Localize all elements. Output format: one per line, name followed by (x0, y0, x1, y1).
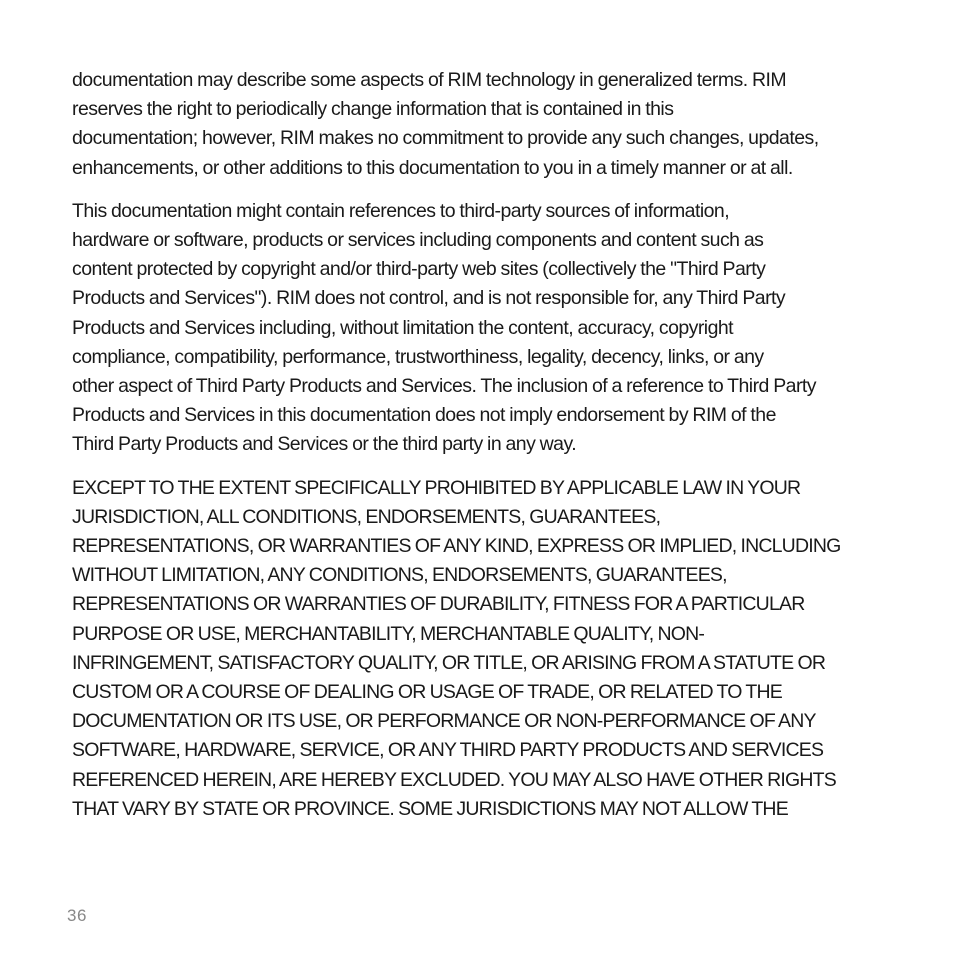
text-line: Products and Services"). RIM does not control, and is not responsible for, any Third Party (72, 287, 786, 310)
text-line: JURISDICTION, ALL CONDITIONS, ENDORSEMENTS, GUARANTEES, (72, 505, 661, 528)
text-line: EXCEPT TO THE EXTENT SPECIFICALLY PROHIBITED BY APPLICABLE LAW IN YOUR (72, 476, 801, 499)
text-line: REFERENCED HEREIN, ARE HEREBY EXCLUDED. YOU MAY ALSO HAVE OTHER RIGHTS (72, 768, 836, 791)
text-line: REPRESENTATIONS, OR WARRANTIES OF ANY KIND, EXPRESS OR IMPLIED, INCLUDING (72, 535, 841, 558)
paragraph-rim-technology (72, 66, 892, 183)
text-line: reserves the right to periodically change information that is contained in this (72, 98, 674, 121)
text-line: Products and Services in this documentation does not imply endorsement by RIM of the (72, 404, 776, 427)
paragraph-third-party (72, 197, 892, 460)
text-line: REPRESENTATIONS OR WARRANTIES OF DURABILITY, FITNESS FOR A PARTICULAR (72, 593, 805, 616)
text-line: WITHOUT LIMITATION, ANY CONDITIONS, ENDORSEMENTS, GUARANTEES, (72, 564, 727, 587)
text-line: PURPOSE OR USE, MERCHANTABILITY, MERCHANTABLE QUALITY, NON- (72, 622, 705, 645)
page-number: 36 (67, 906, 87, 925)
text-line: SOFTWARE, HARDWARE, SERVICE, OR ANY THIRD PARTY PRODUCTS AND SERVICES (72, 739, 824, 762)
text-line: compliance, compatibility, performance, trustworthiness, legality, decency, links, or any (72, 345, 764, 368)
text-line: DOCUMENTATION OR ITS USE, OR PERFORMANCE OR NON-PERFORMANCE OF ANY (72, 710, 816, 733)
text-line: content protected by copyright and/or third-party web sites (collectively the "Third Party (72, 258, 766, 281)
text-line: This documentation might contain references to third-party sources of information, (72, 199, 730, 222)
text-line: enhancements, or other additions to this documentation to you in a timely manner or at all. (72, 156, 793, 179)
text-line: CUSTOM OR A COURSE OF DEALING OR USAGE OF TRADE, OR RELATED TO THE (72, 681, 783, 704)
text-line: THAT VARY BY STATE OR PROVINCE. SOME JURISDICTIONS MAY NOT ALLOW THE (72, 797, 788, 820)
paragraph-disclaimer (72, 474, 892, 824)
text-line: INFRINGEMENT, SATISFACTORY QUALITY, OR TITLE, OR ARISING FROM A STATUTE OR (72, 651, 826, 674)
document-page (72, 66, 892, 838)
text-line: Third Party Products and Services or the third party in any way. (72, 433, 577, 456)
text-line: Products and Services including, without limitation the content, accuracy, copyright (72, 316, 734, 339)
text-line: other aspect of Third Party Products and Services. The inclusion of a reference to Third Party (72, 375, 816, 398)
text-line: hardware or software, products or services including components and content such as (72, 229, 764, 252)
text-line: documentation may describe some aspects of RIM technology in generalized terms. RIM (72, 69, 787, 91)
text-line: documentation; however, RIM makes no commitment to provide any such changes, updates, (72, 127, 819, 150)
